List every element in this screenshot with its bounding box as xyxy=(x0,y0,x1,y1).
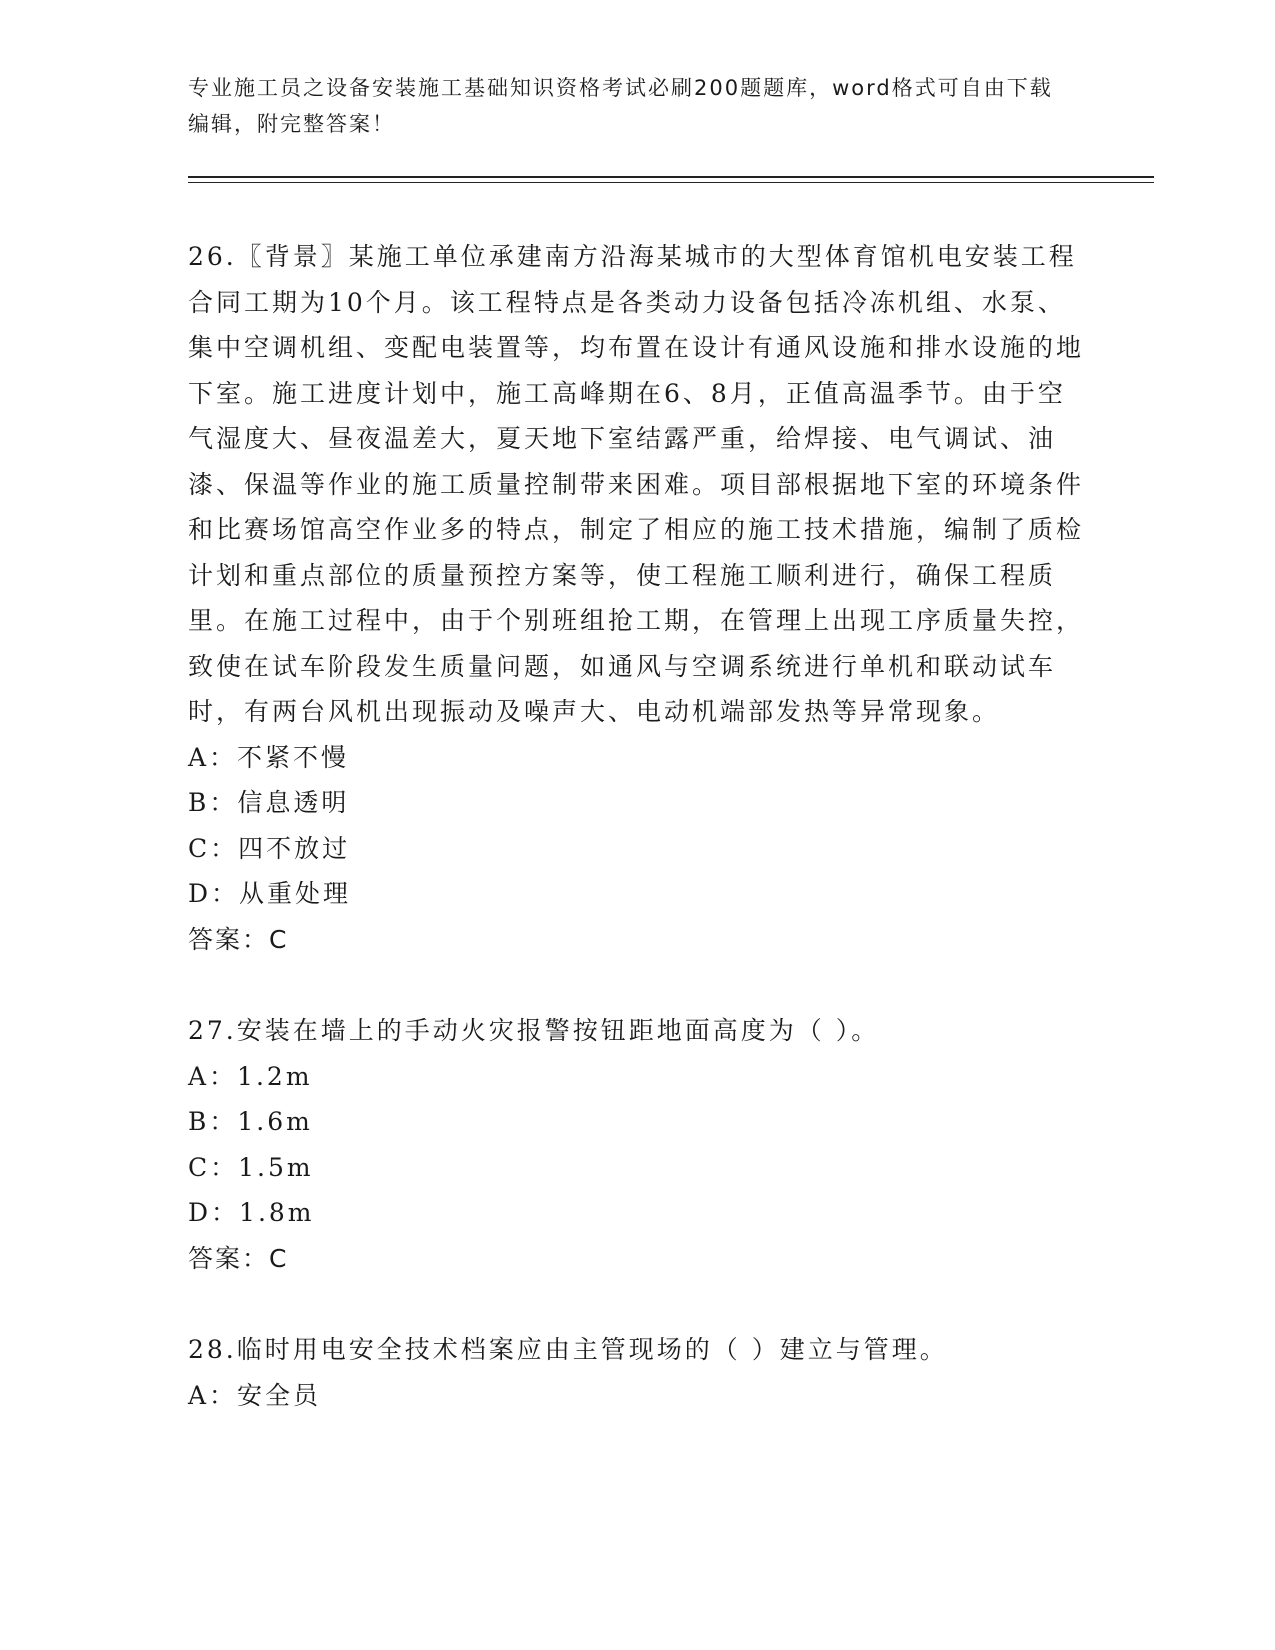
question-stem: 27.安装在墙上的手动火灾报警按钮距地面高度为（ ）。 xyxy=(188,1016,880,1045)
question-28 xyxy=(188,1327,1088,1418)
option-b: B：1.6m xyxy=(188,1107,313,1136)
option-a: A：1.2m xyxy=(188,1061,313,1091)
option-c: C：1.5m xyxy=(188,1152,314,1182)
option-a: A：不紧不慢 xyxy=(188,742,350,772)
option-d: D：从重处理 xyxy=(188,879,352,908)
option-b: B：信息透明 xyxy=(188,788,350,817)
header-divider-thin xyxy=(188,182,1154,183)
header-divider-thick xyxy=(188,176,1154,178)
answer-line: 答案：C xyxy=(188,1243,289,1273)
question-gap xyxy=(188,962,1088,1008)
question-stem: 26.〖背景〗某施工单位承建南方沿海某城市的大型体育馆机电安装工程合同工期为10个月。该工程特点是各类动力设备包括冷冻机组、水泵、集中空调机组、变配电装置等，均布置在设计有通风设施和排水设施的地下室。施工进度计划中，施工高峰期在6、8月，正值高温季节。由于空气湿度大、昼夜温差大，夏天地下室结露严重，给焊接、电气调试、油漆、保温等作业的施工质量控制带来困难。项目部根据地下室的环境条件和比赛场馆高空作业多的特点，制定了相应的施工技术措施，编制了质检计划和重点部位的质量预控方案等，使工程施工顺利进行，确保工程质里。在施工过程中，由于个别班组抢工期，在管理上出现工序质量失控，致使在试车阶段发生质量问题，如通风与空调系统进行单机和联动试车时，有两台风机出现振动及噪声大、电动机端部发热等异常现象。 xyxy=(188,242,1085,726)
question-gap xyxy=(188,1281,1088,1327)
question-stem: 28.临时用电安全技术档案应由主管现场的（ ）建立与管理。 xyxy=(188,1335,948,1364)
question-27 xyxy=(188,1008,1088,1281)
option-a: A：安全员 xyxy=(188,1380,322,1410)
answer-line: 答案：C xyxy=(188,924,289,954)
option-c: C：四不放过 xyxy=(188,833,351,863)
question-list xyxy=(188,234,1088,1418)
document-header: 专业施工员之设备安装施工基础知识资格考试必刷200题题库，word格式可自由下载编辑，附完整答案！ xyxy=(188,76,1053,136)
option-d: D：1.8m xyxy=(188,1198,315,1227)
question-26 xyxy=(188,234,1088,962)
